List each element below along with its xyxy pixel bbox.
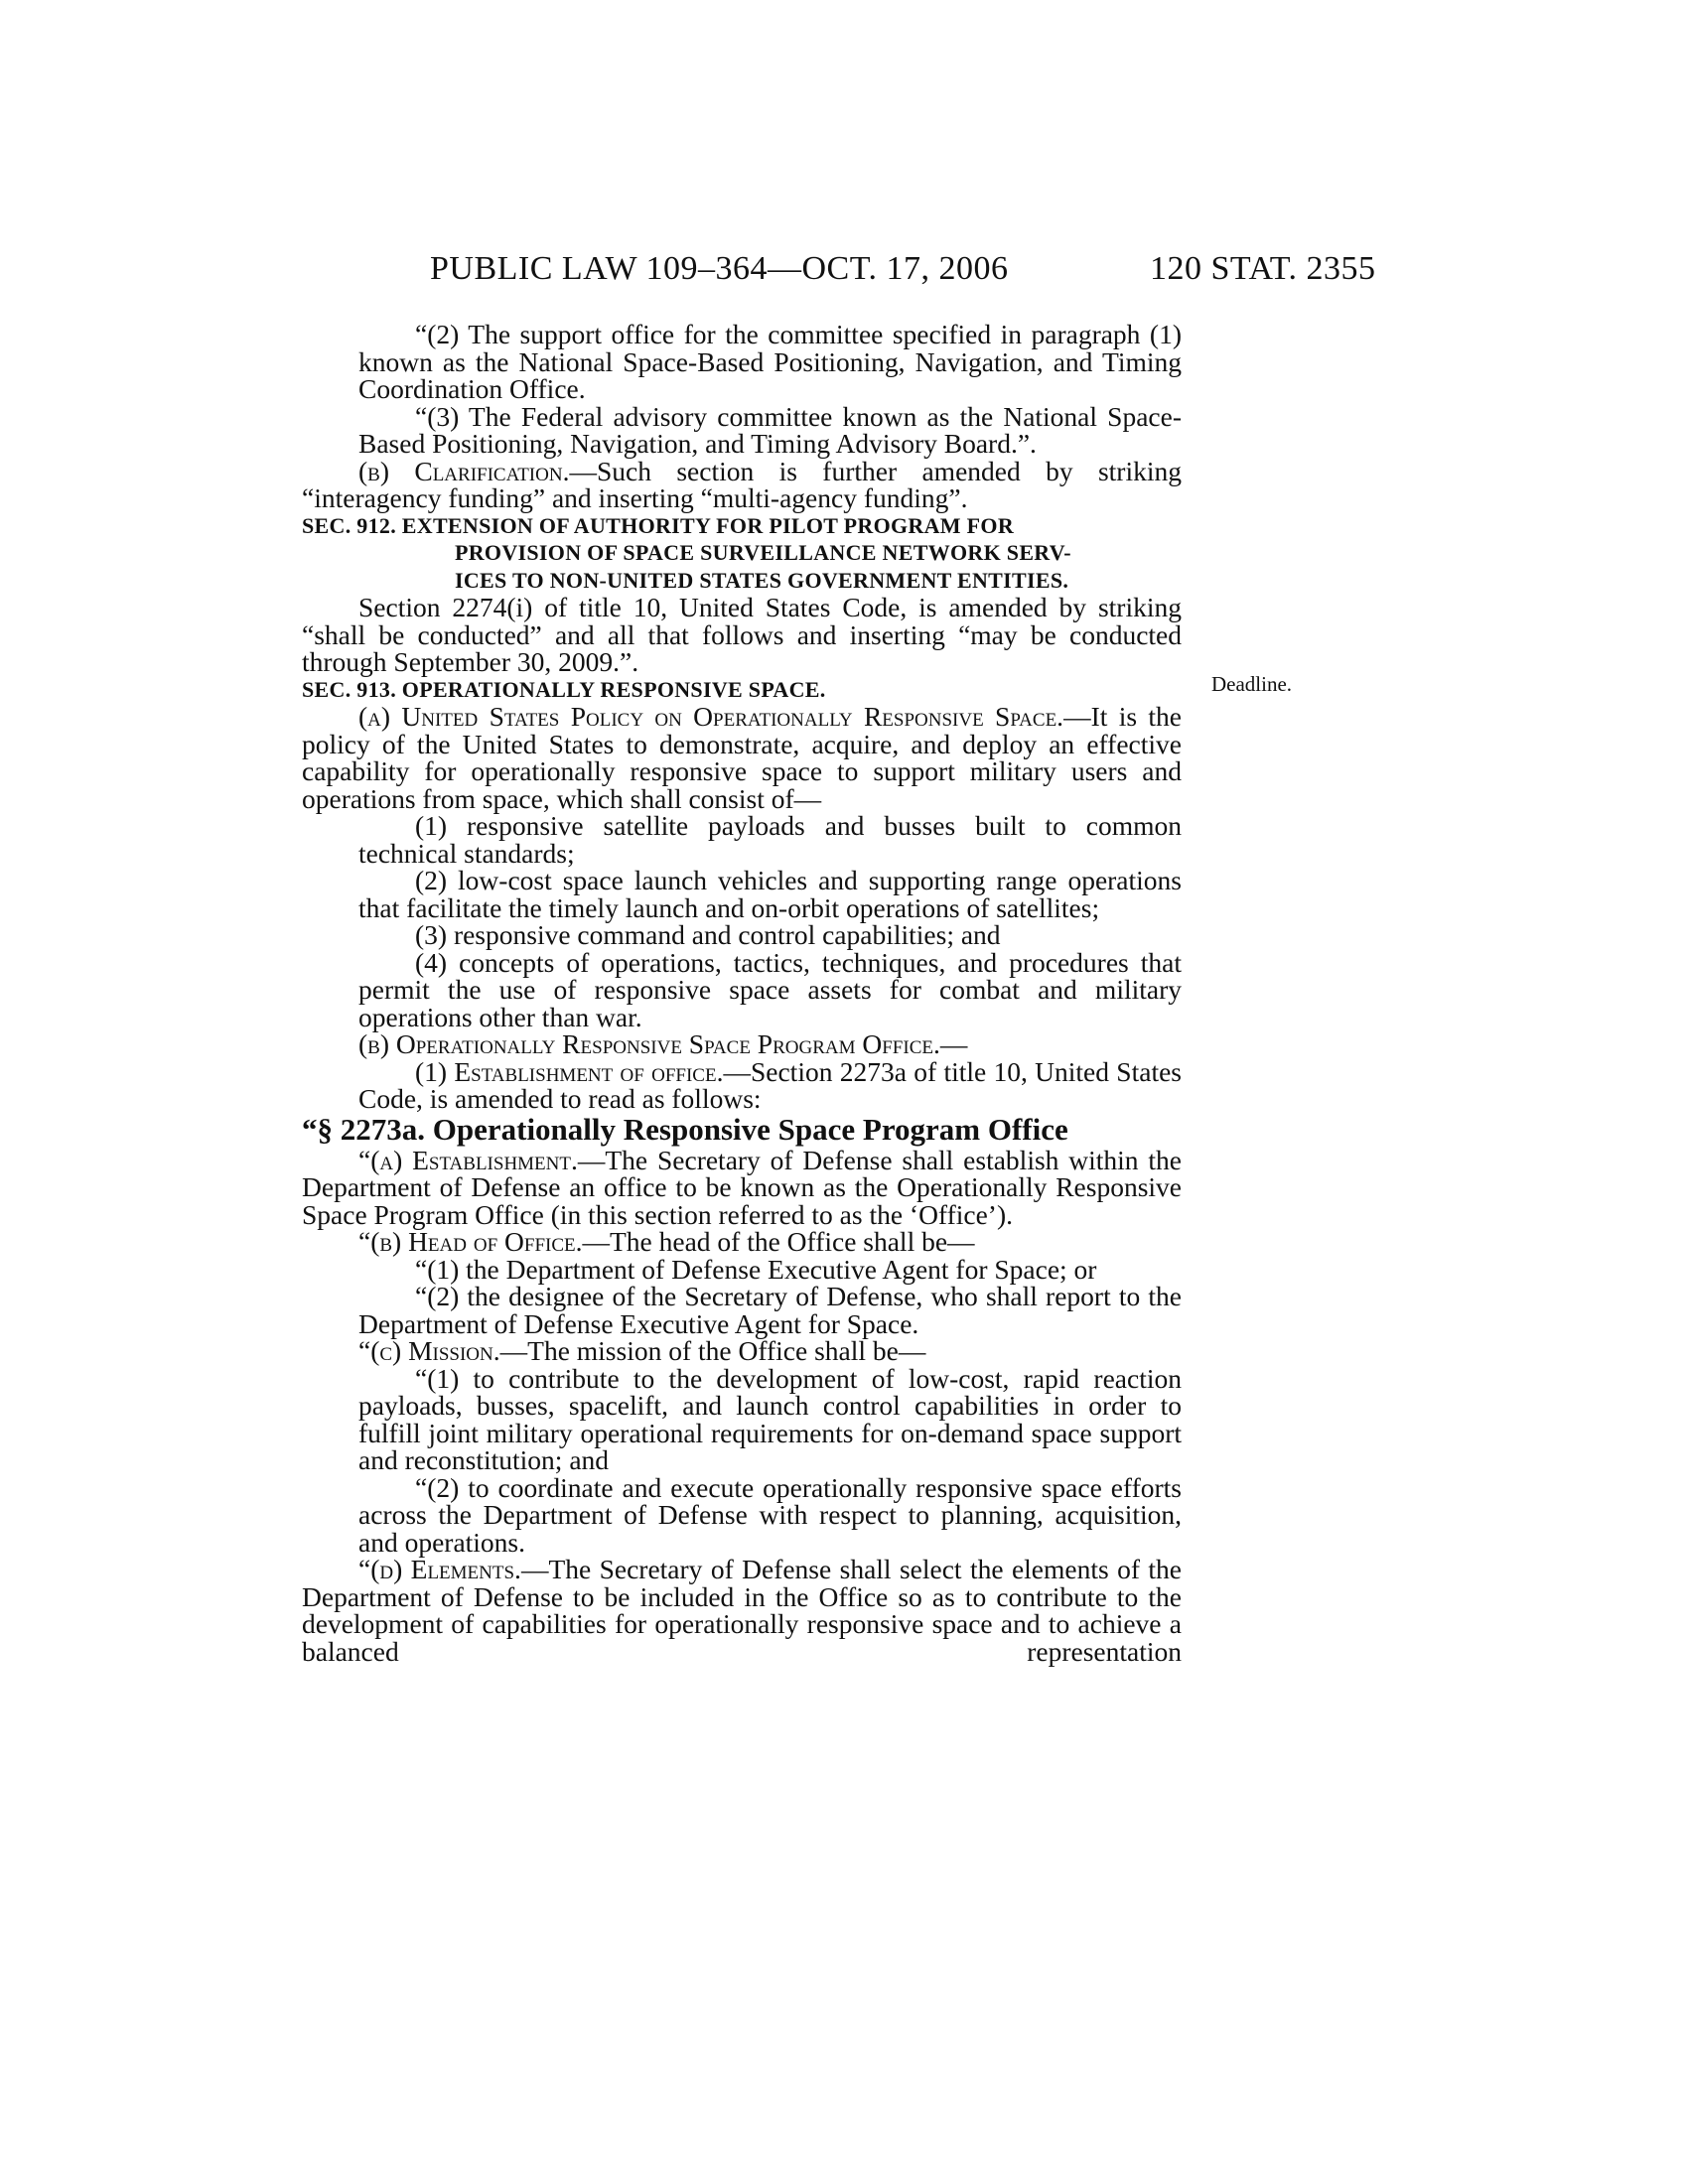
- clarification-paragraph: [302, 455, 1182, 513]
- section-912-heading: [302, 512, 1182, 595]
- clarification-heading: (b) Clarification.: [358, 455, 570, 486]
- section-2273a-a-text: —The Secretary of Defense shall establish within the Department of Defense an office to be known as the Operationally Responsive Space Program Office (in this section referred to as the ‘Office’).: [302, 1144, 1183, 1230]
- section-912-line-2: PROVISION OF SPACE SURVEILLANCE NETWORK SERV-: [455, 540, 1071, 565]
- item-a3: (3) responsive command and control capabilities; and: [415, 919, 1001, 950]
- subsection-a-policy: [302, 703, 1182, 812]
- section-2273a-a-heading: “(a) Establishment.: [358, 1144, 578, 1175]
- section-2273a-b-heading: “(b) Head of Office.: [358, 1226, 583, 1257]
- item-b1: [302, 1055, 1182, 1114]
- item-b1-text: —Section 2273a of title 10, United States Code, is amended to read as follows:: [358, 1055, 1182, 1114]
- running-header-left: PUBLIC LAW 109–364—OCT. 17, 2006: [430, 250, 1009, 287]
- running-header-right: 120 STAT. 2355: [1150, 250, 1376, 287]
- section-2273a-b-text: —The head of the Office shall be—: [582, 1226, 975, 1257]
- section-2273a-a: [302, 1144, 1183, 1230]
- section-2273a-c-text: —The mission of the Office shall be—: [499, 1335, 926, 1366]
- clarification-text: —Such section is further amended by striking “interagency funding” and inserting “multi-agency funding”.: [302, 455, 1182, 513]
- section-2273a-d-heading: “(d) Elements.: [358, 1554, 521, 1584]
- section-912-line-1: SEC. 912. EXTENSION OF AUTHORITY FOR PILOT PROGRAM FOR: [302, 512, 1015, 538]
- subsection-a-text: —It is the policy of the United States to demonstrate, acquire, and deploy an effective capability for operationally responsive space to support military users and operations from space, which shall consist of—: [302, 701, 1182, 814]
- paragraph-2: “(2) The support office for the committee specified in paragraph (1) known as the National Space-Based Positioning, Navigation, and Timing Coordination Office.: [358, 319, 1182, 404]
- section-2273a-b1: “(1) the Department of Defense Executive Agent for Space; or: [415, 1253, 1097, 1285]
- section-2273a-d-text: —The Secretary of Defense shall select the elements of the Department of Defense to be included in the Office so as to contribute to the development of capabilities for operationally responsive space and to achieve a balanced representation: [302, 1554, 1183, 1667]
- item-a1: (1) responsive satellite payloads and busses built to common technical standards;: [358, 810, 1182, 869]
- section-2273a-c2: “(2) to coordinate and execute operationally responsive space efforts across the Department of Defense with respect to planning, acquisition, and operations.: [358, 1471, 1182, 1558]
- item-a2: (2) low-cost space launch vehicles and supporting range operations that facilitate the timely launch and on-orbit operations of satellites;: [358, 865, 1182, 923]
- section-912-line-3: ICES TO NON-UNITED STATES GOVERNMENT ENTITIES.: [455, 567, 1069, 593]
- section-2273a-c-heading: “(c) Mission.: [358, 1335, 500, 1366]
- subsection-b-title: (b) Operationally Responsive Space Program Office.: [358, 1028, 940, 1059]
- section-2273a-b2: “(2) the designee of the Secretary of Defense, who shall report to the Department of Defense Executive Agent for Space.: [358, 1281, 1182, 1339]
- subsection-a-heading: (a) United States Policy on Operationally Responsive Space.: [358, 701, 1064, 732]
- section-2273a-b: [302, 1228, 1182, 1256]
- paragraph-3: “(3) The Federal advisory committee known as the National Space-Based Positioning, Navigation, and Timing Advisory Board.”.: [358, 400, 1182, 459]
- section-2273a-d: [302, 1556, 1182, 1665]
- section-2273a-c: [302, 1337, 1182, 1365]
- section-912-text: Section 2274(i) of title 10, United States Code, is amended by striking “shall be conducted” and all that follows and inserting “may be conducted through September 30, 2009.”.: [302, 592, 1182, 677]
- subsection-b-heading: [302, 1030, 1182, 1058]
- page-body: [302, 321, 1182, 1665]
- section-2273a-heading: “§ 2273a. Operationally Responsive Space Program Office: [302, 1111, 1068, 1147]
- item-b1-heading: (1) Establishment of office.: [415, 1055, 724, 1087]
- subsection-b-dash: —: [939, 1028, 968, 1059]
- section-913-heading: SEC. 913. OPERATIONALLY RESPONSIVE SPACE.: [302, 676, 826, 702]
- margin-note-deadline: Deadline.: [1211, 672, 1293, 696]
- item-a4: (4) concepts of operations, tactics, techniques, and procedures that permit the use of responsive space assets for combat and military operations other than war.: [358, 946, 1182, 1032]
- section-2273a-c1: “(1) to contribute to the development of low-cost, rapid reaction payloads, busses, spacelift, and launch control capabilities in order to fulfill joint military operational requirements for on-demand space support and reconstitution; and: [358, 1362, 1182, 1475]
